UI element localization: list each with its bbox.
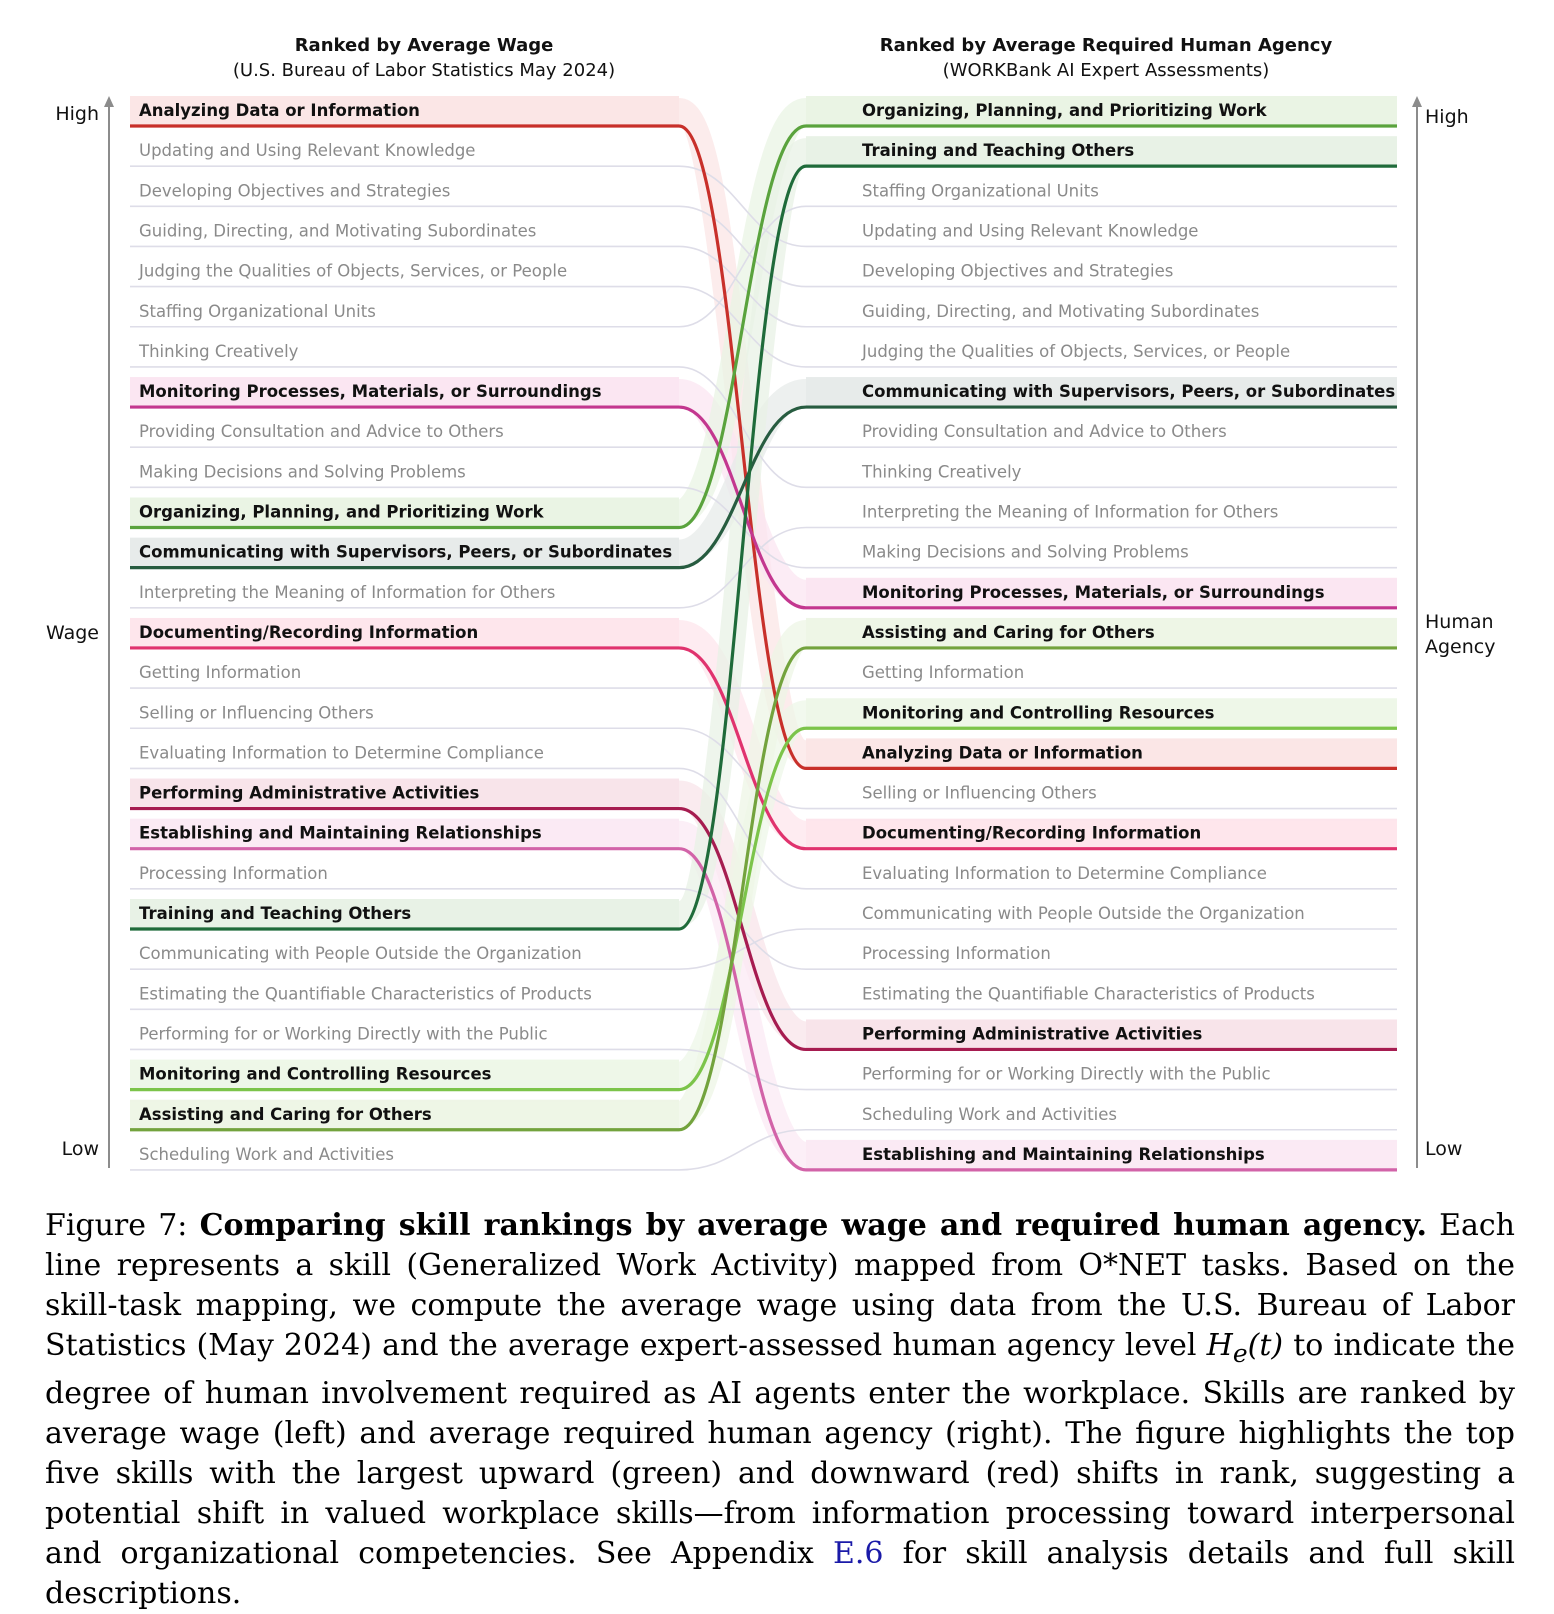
caption-label: Figure 7:: [45, 1208, 188, 1243]
right-label-staffing-organizational-units: Staffing Organizational Units: [862, 181, 1099, 201]
left-label-communicating-with-people-outside-the-organization: Communicating with People Outside the Organization: [139, 944, 582, 964]
right-axis-low: Low: [1425, 1138, 1463, 1160]
left-label-estimating-the-quantifiable-characteristics-of-products: Estimating the Quantifiable Characteristics of Products: [139, 984, 592, 1004]
left-label-developing-objectives-and-strategies: Developing Objectives and Strategies: [139, 181, 451, 201]
caption-title: Comparing skill rankings by average wage and required human agency.: [199, 1208, 1427, 1243]
left-label-performing-for-or-working-directly-with-the-public: Performing for or Working Directly with the Public: [139, 1024, 548, 1044]
left-label-evaluating-information-to-determine-compliance: Evaluating Information to Determine Compliance: [139, 743, 544, 763]
right-label-communicating-with-supervisors-peers-or-subordinates: Communicating with Supervisors, Peers, or Subordinates: [862, 382, 1396, 402]
left-label-performing-administrative-activities: Performing Administrative Activities: [139, 783, 480, 803]
right-label-communicating-with-people-outside-the-organization: Communicating with People Outside the Organization: [862, 904, 1305, 923]
right-label-monitoring-processes-materials-or-surroundings: Monitoring Processes, Materials, or Surroundings: [862, 582, 1325, 602]
left-label-guiding-directing-and-motivating-subordinates: Guiding, Directing, and Motivating Subordinates: [139, 221, 537, 241]
left-label-thinking-creatively: Thinking Creatively: [139, 341, 299, 361]
left-label-updating-and-using-relevant-knowledge: Updating and Using Relevant Knowledge: [139, 141, 476, 161]
caption-math-arg: (t): [1247, 1328, 1284, 1363]
caption-text-2: to indicate the degree of human involvement required as AI agents enter the workplace. Skills are ranked by average wage (left) and average required human agency (right). The figure highlights the top five skills with the largest upward (green) and downward (red) shifts in rank, suggesting a potential shift in valued workplace skills—from information processing toward interpersonal and organizational competencies. See Appendix: [45, 1328, 1515, 1571]
caption-math-base: H: [1206, 1328, 1233, 1363]
left-label-staffing-organizational-units: Staffing Organizational Units: [139, 301, 376, 321]
left-label-processing-information: Processing Information: [139, 863, 328, 883]
caption-math-sub: e: [1232, 1339, 1248, 1368]
left-label-monitoring-and-controlling-resources: Monitoring and Controlling Resources: [139, 1064, 492, 1084]
left-axis: [46, 96, 114, 1168]
right-label-processing-information: Processing Information: [862, 944, 1051, 964]
right-label-selling-or-influencing-others: Selling or Influencing Others: [862, 783, 1097, 803]
right-label-performing-for-or-working-directly-with-the-public: Performing for or Working Directly with the Public: [862, 1064, 1271, 1084]
left-axis-label: Wage: [46, 622, 99, 644]
right-label-training-and-teaching-others: Training and Teaching Others: [862, 141, 1135, 161]
left-label-documenting-recording-information: Documenting/Recording Information: [139, 622, 479, 642]
left-label-monitoring-processes-materials-or-surroundings: Monitoring Processes, Materials, or Surroundings: [139, 382, 602, 402]
left-label-scheduling-work-and-activities: Scheduling Work and Activities: [139, 1144, 395, 1164]
right-label-organizing-planning-and-prioritizing-work: Organizing, Planning, and Prioritizing Work: [862, 101, 1267, 120]
right-label-documenting-recording-information: Documenting/Recording Information: [862, 823, 1202, 843]
right-label-interpreting-the-meaning-of-information-for-others: Interpreting the Meaning of Information for Others: [862, 502, 1279, 522]
right-label-thinking-creatively: Thinking Creatively: [862, 462, 1022, 482]
left-axis-high: High: [55, 103, 99, 125]
left-label-organizing-planning-and-prioritizing-work: Organizing, Planning, and Prioritizing Work: [139, 502, 544, 522]
right-label-making-decisions-and-solving-problems: Making Decisions and Solving Problems: [862, 542, 1189, 562]
left-label-interpreting-the-meaning-of-information-for-others: Interpreting the Meaning of Information for Others: [139, 582, 556, 602]
right-label-getting-information: Getting Information: [862, 663, 1025, 683]
left-label-communicating-with-supervisors-peers-or-subordinates: Communicating with Supervisors, Peers, or Subordinates: [139, 542, 673, 562]
figure-caption: [45, 1206, 1515, 1614]
left-header-subtitle: (U.S. Bureau of Labor Statistics May 2024): [232, 60, 616, 81]
right-label-estimating-the-quantifiable-characteristics-of-products: Estimating the Quantifiable Characteristics of Products: [862, 984, 1315, 1004]
right-header-title: Ranked by Average Required Human Agency: [879, 35, 1333, 56]
right-label-judging-the-qualities-of-objects-services-or-people: Judging the Qualities of Objects, Services, or People: [862, 341, 1291, 361]
left-label-making-decisions-and-solving-problems: Making Decisions and Solving Problems: [139, 462, 466, 482]
right-label-developing-objectives-and-strategies: Developing Objectives and Strategies: [862, 261, 1174, 281]
right-label-monitoring-and-controlling-resources: Monitoring and Controlling Resources: [862, 703, 1215, 723]
left-axis-arrow-icon: [104, 96, 114, 107]
right-axis: [1412, 96, 1495, 1168]
left-label-establishing-and-maintaining-relationships: Establishing and Maintaining Relationships: [139, 823, 542, 843]
right-axis-high: High: [1425, 106, 1469, 128]
left-label-analyzing-data-or-information: Analyzing Data or Information: [139, 101, 420, 120]
left-label-getting-information: Getting Information: [139, 663, 302, 683]
right-label-establishing-and-maintaining-relationships: Establishing and Maintaining Relationships: [862, 1144, 1265, 1164]
right-label-assisting-and-caring-for-others: Assisting and Caring for Others: [862, 622, 1155, 642]
right-label-performing-administrative-activities: Performing Administrative Activities: [862, 1024, 1203, 1044]
appendix-link[interactable]: E.6: [832, 1536, 884, 1571]
right-label-scheduling-work-and-activities: Scheduling Work and Activities: [862, 1104, 1118, 1124]
left-label-providing-consultation-and-advice-to-others: Providing Consultation and Advice to Others: [139, 422, 504, 442]
left-label-assisting-and-caring-for-others: Assisting and Caring for Others: [139, 1104, 432, 1124]
caption-text-3: for skill analysis details and full skill descriptions.: [45, 1536, 1515, 1611]
right-header-subtitle: (WORKBank AI Expert Assessments): [942, 60, 1270, 81]
right-label-updating-and-using-relevant-knowledge: Updating and Using Relevant Knowledge: [862, 221, 1199, 241]
right-label-providing-consultation-and-advice-to-others: Providing Consultation and Advice to Others: [862, 422, 1227, 442]
left-axis-low: Low: [61, 1138, 99, 1160]
left-header-title: Ranked by Average Wage: [294, 35, 554, 56]
left-label-training-and-teaching-others: Training and Teaching Others: [139, 904, 412, 923]
right-label-guiding-directing-and-motivating-subordinates: Guiding, Directing, and Motivating Subordinates: [862, 301, 1260, 321]
right-axis-label-line1: Human: [1425, 611, 1494, 633]
left-label-selling-or-influencing-others: Selling or Influencing Others: [139, 703, 374, 723]
right-axis-arrow-icon: [1412, 96, 1422, 107]
caption-text-1: Each line represents a skill (Generalized Work Activity) mapped from O*NET tasks. Based on the skill-task mapping, we compute the average wage using data from the U.S. Bureau of Labor Statistics (May 2024) and the average expert-assessed human agency level: [45, 1208, 1515, 1363]
left-label-judging-the-qualities-of-objects-services-or-people: Judging the Qualities of Objects, Services, or People: [139, 261, 568, 281]
right-axis-label-line2: Agency: [1425, 636, 1496, 658]
right-label-evaluating-information-to-determine-compliance: Evaluating Information to Determine Compliance: [862, 863, 1267, 883]
right-label-analyzing-data-or-information: Analyzing Data or Information: [862, 743, 1143, 763]
